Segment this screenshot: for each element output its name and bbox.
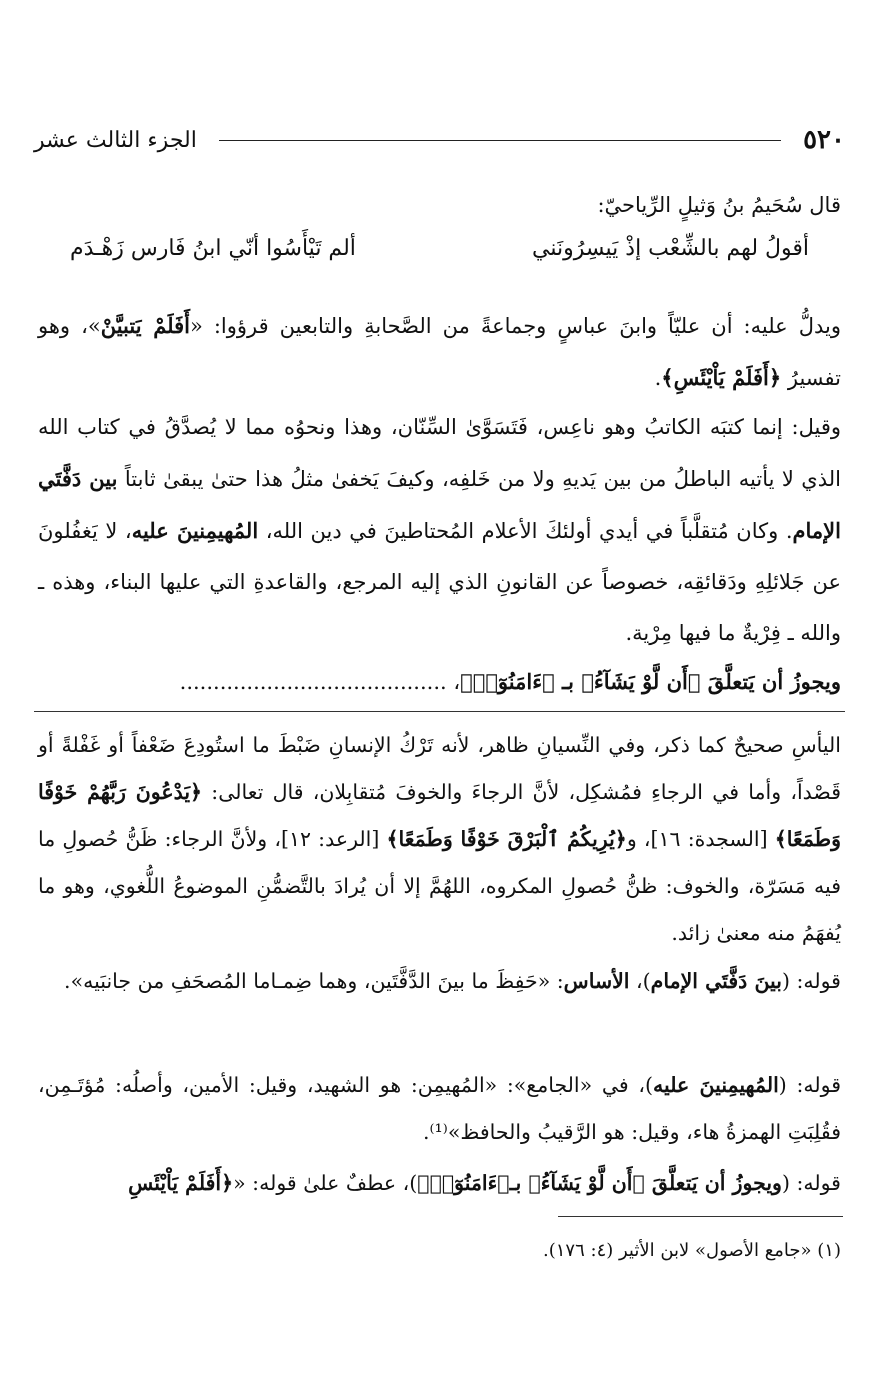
quran-quote: ﴿أَن لَّوْ يَشَآءُ﴾ <box>581 669 701 694</box>
text-run: : «حَفِظَ ما بينَ الدَّفَّتَين، وهما ضِمـاما المُصحَفِ من جانبَيه». <box>64 969 564 993</box>
text-run: )، عطفٌ علىٰ قوله: « <box>233 1171 418 1195</box>
commentary-paragraph-2 <box>38 958 841 1005</box>
quran-quote: ﴿يُرِيكُمُ ٱلْبَرْقَ خَوْفًا وَطَمَعًا﴾ <box>386 827 627 851</box>
poem-intro: قال سُحَيمُ بنُ وَثيلٍ الرِّياحيّ: <box>597 193 841 217</box>
commentary-paragraph-1 <box>38 722 841 957</box>
text-run: ، ........................................ <box>179 670 461 694</box>
main-paragraph-1 <box>38 300 841 404</box>
part-title: الجزء الثالث عشر <box>34 127 197 153</box>
bold-phrase: المُهيمِنينَ عليه <box>131 518 259 543</box>
quran-quote: ﴿ءَامَنُوٓا۟﴾ <box>417 1171 510 1195</box>
text-run: قوله: ( <box>778 1073 842 1097</box>
text-commentary-divider <box>34 711 845 712</box>
quran-quote: ﴿أَفَلَمْ يَاْيْئَسِ﴾ <box>661 365 782 390</box>
text-run: [السجدة: ١٦]، و <box>626 827 775 851</box>
page-number: ٥٢٠ <box>803 125 845 155</box>
poem-verse <box>70 236 809 288</box>
text-run: . وكان مُتقلَّباً في أيدي أولئكَ الأعلام المُحتاطينَ في دين الله، <box>258 519 793 543</box>
text-run: )، في «الجامع»: «المُهيمِن: هو الشهيد، وقيل: الأمين، وأصلُه: مُؤتَـمِن، فقُلِبَتِ الهمزةُ هاء، وقيل: هو الرَّقيبُ والحافظ» <box>38 1073 841 1144</box>
commentary-paragraph-3 <box>38 1062 841 1156</box>
footnote-rule <box>558 1216 843 1217</box>
text-run: قوله: ( <box>781 969 841 993</box>
bold-phrase: المُهيمِنينَ عليه <box>653 1073 779 1097</box>
quran-quote: أَفَلَمْ يَتبيَّنْ <box>100 313 190 338</box>
quran-quote: ﴿ءَامَنُوٓا۟﴾ <box>460 669 555 694</box>
verse-first-hemistich: أقولُ لهم بالشِّعْب إذْ يَيسِرُونَني <box>532 236 809 261</box>
quran-quote: ﴿يَدْعُونَ رَبَّهُمْ خَوْفًا وَطَمَعًا﴾ <box>38 780 841 851</box>
text-run: . <box>654 366 662 390</box>
footnote: (١) «جامع الأصول» لابن الأثير (٤: ١٧٦). <box>543 1240 841 1261</box>
text-run: وقيل: إنما كتبَه الكاتبُ وهو ناعِس، فَتَسَوَّىٰ السِّنّان، وهذا ونحوُه مما لا يُصدَّقُ في كتاب الله الذي لا يأتيه الباطلُ من بين يَديهِ ولا من خَلفِه، وكيفَ يَخفىٰ مثلُ هذا حتىٰ يبقىٰ ثابتاً <box>38 415 841 491</box>
bold-phrase: الأساس <box>563 969 630 993</box>
text-run: ، لا يَغفُلونَ عن جَلائلِهِ ودَقائقِه، خصوصاً عن القانونِ الذي إليه المرجع، والقاعدةِ التي عليها البناء، وهذه ـ والله ـ فِرْيةٌ ما فيها مِرْية. <box>38 519 841 645</box>
text-run: )، <box>629 969 651 993</box>
bold-phrase: ويجوزُ أن يَتعلَّقَ <box>644 1171 782 1195</box>
header-rule <box>219 140 781 141</box>
bold-phrase: بـ <box>509 1171 529 1195</box>
bold-phrase: بينَ دَفَّتَي الإمام <box>650 969 782 993</box>
main-paragraph-3 <box>38 656 841 708</box>
commentary-paragraph-4 <box>38 1160 841 1207</box>
bold-phrase: ويجوزُ أن يَتعلَّقَ <box>700 669 841 694</box>
text-run: »، وهو تفسيرُ <box>38 314 841 390</box>
bold-phrase: بـ <box>554 669 582 694</box>
text-run: ⁽¹⁾ <box>429 1120 448 1144</box>
quran-quote: ﴿أَن لَّوْ يَشَآءُ﴾ <box>528 1171 645 1195</box>
main-paragraph-2 <box>38 402 841 659</box>
bold-phrase: بين دَفَّتَي الإمام <box>38 466 841 543</box>
verse-second-hemistich: ألم تَيْأَسُوا أنّي ابنُ فَارس زَهْـدَم <box>70 236 356 261</box>
page-header <box>34 120 845 160</box>
text-run: قوله: ( <box>781 1171 841 1195</box>
text-run: . <box>422 1120 430 1144</box>
text-run: [الرعد: ١٢]، ولأنَّ الرجاء: ظَنُّ حُصولِ ما فيه مَسَرّة، والخوف: ظنُّ حُصولِ المكروه، اللهُمَّ إلا أن يُرادَ بالتَّضمُّنِ الموضوعُ اللُّغوي، وهو ما يُفهَمُ منه معنىٰ زائد. <box>38 827 841 945</box>
text-run: ويدلُّ عليه: أن عليّاً وابنَ عباسٍ وجماعةً من الصَّحابةِ والتابعين قرؤوا: « <box>190 314 841 338</box>
text-run: اليأسِ صحيحٌ كما ذكر، وفي النِّسيانِ ظاهر، لأنه تَرْكُ الإنسانِ ضَبْطَ ما استُودِعَ ضَعْفاً أو غَفْلةً أو قَصْداً، وأما في الرجاءِ فمُشكِل، لأنَّ الرجاءَ والخوفَ مُتقابِلان، قال تعالى: <box>38 733 841 804</box>
quran-quote: ﴿أَفَلَمْ يَاْيْئَسِ <box>128 1171 234 1195</box>
